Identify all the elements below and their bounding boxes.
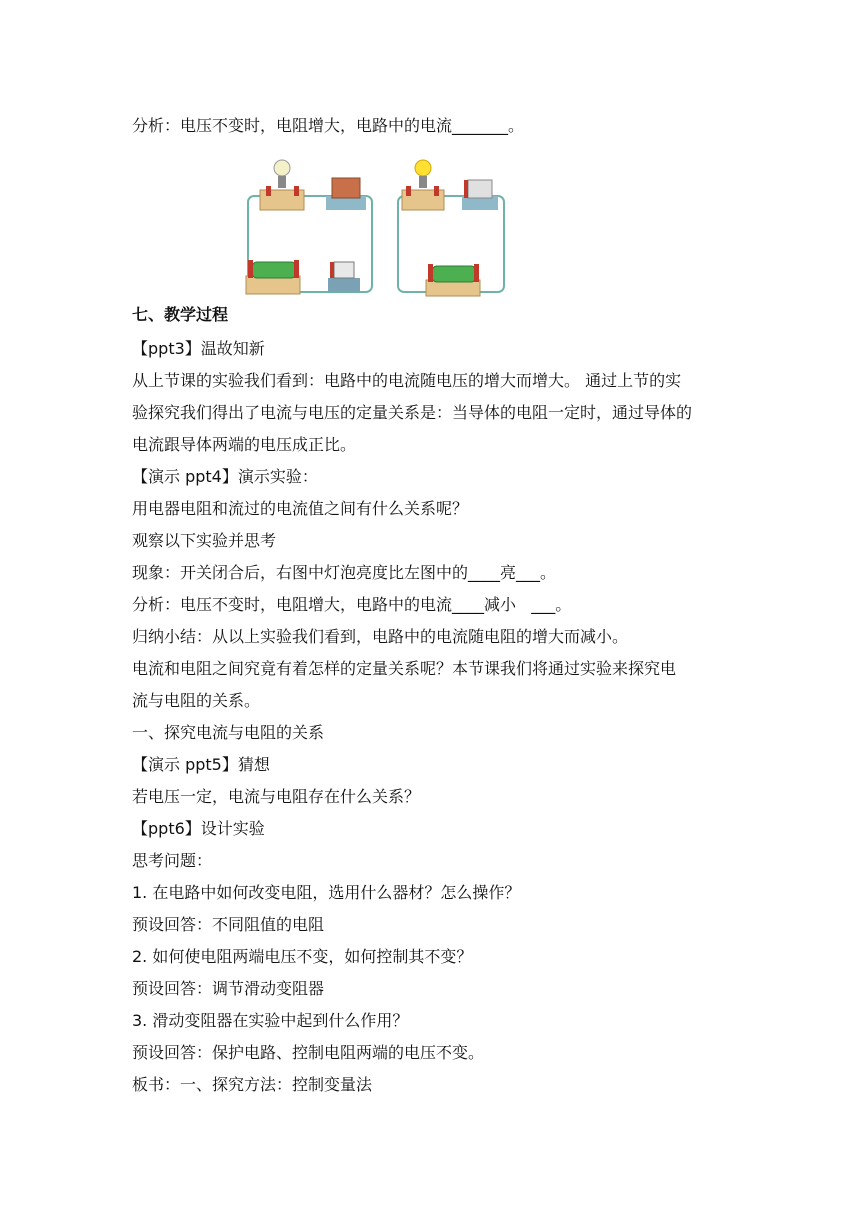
body-line: 观察以下实验并思考	[132, 531, 277, 550]
body-line: 一、探究电流与电阻的关系	[132, 723, 325, 742]
body-line: 预设回答：调节滑动变阻器	[132, 979, 325, 998]
circuit-diagram-figure	[236, 150, 516, 310]
right-bulb-icon	[402, 160, 444, 210]
body-line: 验探究我们得出了电流与电压的定量关系是：当导体的电阻一定时，通过导体的	[132, 403, 693, 422]
right-battery-icon	[426, 264, 480, 296]
left-bulb-icon	[260, 160, 304, 210]
body-line: 流与电阻的关系。	[132, 691, 261, 710]
section-heading: 七、教学过程	[132, 305, 229, 324]
body-line: 电流和电阻之间究竟有着怎样的定量关系呢？本节课我们将通过实验来探究电	[132, 659, 677, 678]
top-analysis-text: 分析：电压不变时，电阻增大，电路中的电流_______。	[132, 116, 525, 135]
body-line: 板书：一、探究方法：控制变量法	[132, 1075, 373, 1094]
body-line: 预设回答：保护电路、控制电阻两端的电压不变。	[132, 1043, 485, 1062]
body-line: 思考问题：	[132, 851, 213, 870]
body-line: 【ppt3】温故知新	[132, 339, 265, 358]
body-line: 若电压一定，电流与电阻存在什么关系？	[132, 787, 421, 806]
body-line: 从上节课的实验我们看到：电路中的电流随电压的增大而增大。 通过上节的实	[132, 371, 682, 390]
left-switch-icon	[328, 262, 360, 292]
body-line: 2. 如何使电阻两端电压不变，如何控制其不变？	[132, 947, 473, 966]
body-line: 3. 滑动变阻器在实验中起到什么作用？	[132, 1011, 409, 1030]
left-resistor-icon	[326, 178, 366, 210]
body-line: 【演示 ppt4】演示实验：	[132, 467, 318, 486]
body-line: 用电器电阻和流过的电流值之间有什么关系呢？	[132, 499, 469, 518]
left-battery-icon	[246, 260, 300, 294]
body-line: 预设回答：不同阻值的电阻	[132, 915, 325, 934]
body-line: 分析：电压不变时，电阻增大，电路中的电流____减小 ___。	[132, 595, 572, 614]
body-line: 电流跟导体两端的电压成正比。	[132, 435, 357, 454]
body-line: 【演示 ppt5】猜想	[132, 755, 270, 774]
body-line: 现象：开关闭合后，右图中灯泡亮度比左图中的____亮___。	[132, 563, 557, 582]
body-line: 【ppt6】设计实验	[132, 819, 265, 838]
body-line: 1. 在电路中如何改变电阻，选用什么器材？怎么操作？	[132, 883, 521, 902]
body-line: 归纳小结：从以上实验我们看到，电路中的电流随电阻的增大而减小。	[132, 627, 629, 646]
